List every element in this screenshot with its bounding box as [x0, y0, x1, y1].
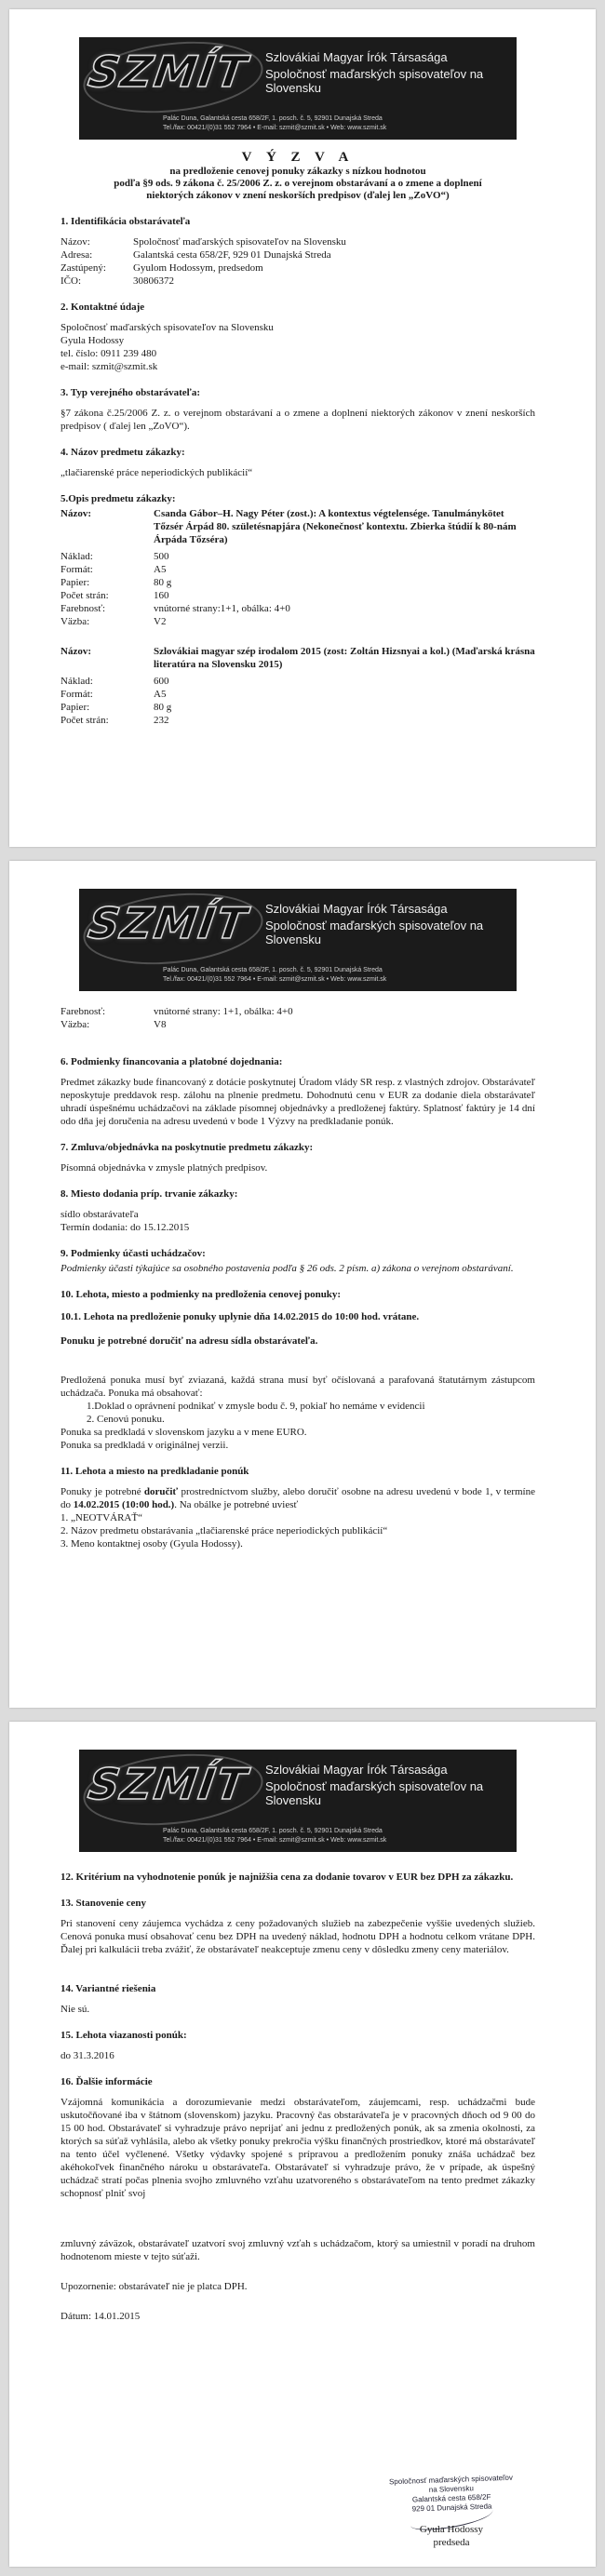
page-3-content [60, 1871, 535, 2323]
letterhead-banner [79, 37, 517, 140]
section-6-text: Predmet zákazky bude financovaný z dotácie poskytnutej Úradom vlády SR resp. z vlastných zdrojov. Obstarávateľ neposkytuje preddavok resp. zálohu na plnenie predmetu. Dohodnutú cenu v EUR za dodanie diela obstarávateľ uhradí úspešnému uchádzačovi na základe písomnej objednávky a predloženej faktúry. Splatnosť faktúry je 14 dní odo dňa jej doručenia na adresu uvedenú v bode 1 Výzvy na predkladanie ponúk. [60, 1077, 535, 1127]
row-value: 80 g [154, 577, 172, 588]
szmit-logo: SZMÍT [85, 1759, 251, 1809]
section-10-heading: 10. Lehota, miesto a podmienky na predloženia cenovej ponuky: [60, 1289, 342, 1300]
table-row [60, 576, 535, 589]
section-8-line: sídlo obstarávateľa [60, 1209, 139, 1220]
vat-note: Upozornenie: obstarávateľ nie je platca DPH. [60, 2281, 248, 2292]
book-1-title-row [60, 507, 535, 546]
contact-line: e-mail: szmit@szmit.sk [60, 361, 158, 372]
szmit-logo: SZMÍT [85, 47, 251, 97]
section-9-heading: 9. Podmienky účasti uchádzačov: [60, 1248, 206, 1259]
row-value: 30806372 [133, 275, 174, 287]
table-row [60, 714, 535, 727]
text-run: . Na obálke je potrebné uviesť [174, 1499, 299, 1510]
stamp-line: Spoločnosť maďarských spisovateľov [388, 2473, 514, 2487]
table-row [60, 675, 535, 688]
text-run: prostredníctvom služby, alebo doručiť osobne na adresu uvedenú v bode 1, v termíne do [60, 1486, 535, 1510]
row-value: V2 [154, 616, 167, 627]
document-subtitle [60, 166, 535, 202]
row-key: Počet strán: [60, 715, 109, 726]
section-3-text: §7 zákona č.25/2006 Z. z. o verejnom obstarávaní a o zmene a doplnení niektorých zákonov v znení neskorších predpisov ( ďalej len „ZoVO“). [60, 408, 535, 432]
row-value: V8 [154, 1019, 167, 1030]
row-key: Farebnosť: [60, 603, 106, 614]
section-10-2: Ponuku je potrebné doručiť na adresu sídla obstarávateľa. [60, 1335, 318, 1347]
book-2-specs [60, 675, 535, 727]
subtitle-line: podľa §9 ods. 9 zákona č. 25/2006 Z. z. o verejnom obstarávaní a o zmene a doplnení [114, 178, 482, 189]
section-11-list [60, 1511, 535, 1550]
text-run-bold: doručiť [143, 1486, 179, 1497]
table-row [60, 275, 535, 288]
section-16-heading: 16. Ďalšie informácie [60, 2076, 153, 2087]
row-value: A5 [154, 689, 167, 700]
row-key: Náklad: [60, 551, 93, 562]
row-key: Papier: [60, 577, 90, 588]
letterhead-contact: Tel./fax: 00421/(0)31 552 7964 • E-mail: szmit@szmit.sk • Web: www.szmit.sk [163, 976, 387, 983]
section-1-table [60, 235, 535, 288]
letterhead-address: Palác Duna, Galantská cesta 658/2F, 1. posch. č. 5, 92901 Dunajská Streda [163, 967, 383, 973]
row-key: Počet strán: [60, 590, 109, 601]
document-date: Dátum: 14.01.2015 [60, 2311, 141, 2322]
org-name-hu: Szlovákiai Magyar Írók Társasága [265, 50, 448, 64]
table-row [60, 688, 535, 701]
section-7-text: Písomná objednávka v zmysle platných predpisov. [60, 1162, 268, 1174]
document-page-3 [9, 1722, 596, 2567]
table-row [60, 589, 535, 602]
section-11-text [60, 1485, 535, 1511]
section-13-text: Pri stanovení ceny záujemca vychádza z ceny požadovaných služieb na zabezpečenie vyššie uvedených služieb. Cenová ponuka musí obsahovať cenu bez DPH na uvedený náklad, hodnotu DPH a hodnotu celkom vrátane DPH. Ďalej pri kalkulácii treba zvážiť, že obstarávateľ neakceptuje zmenu ceny v dôsledku zmeny ceny materiálov. [60, 1918, 535, 1955]
stamp-line: 929 01 Dunajská Streda [411, 2502, 492, 2514]
section-6-heading: 6. Podmienky financovania a platobné dojednania: [60, 1056, 283, 1067]
row-value: A5 [154, 564, 167, 575]
section-16-text: Vzájomná komunikácia a dorozumievanie medzi obstarávateľom, záujemcami, resp. uchádzačmi bude uskutočňované iba v štátnom (slovenskom) jazyku. Pracovný čas obstarávateľa je v pracovných dňoch od 9 00 do 15 00 hod. Obstarávateľ si vyhradzuje právo neprijať ani jednu z predložených ponúk, ak sa zmenia okolnosti, za ktorých sa súťaž vyhlásila, alebo ak všetky ponuky prekročia výšku finančných prostriedkov, ktoré má obstarávateľ na tento účel vyčlenené. Všetky výdavky spojené s prípravou a predložením ponuky znáša uchádzač bez akéhokoľvek finančného nároku u obstarávateľa. Obstarávateľ si vyhradzuje právo, že v prípade, ak úspešný uchádzač stratí počas plnenia svojho zmluvného vzťahu uzatvoreného s obstarávateľom na tento predmet zákazky schopnosť plniť svoj [60, 2097, 535, 2199]
row-value: vnútorné strany:1+1, obálka: 4+0 [154, 603, 290, 614]
section-7-heading: 7. Zmluva/objednávka na poskytnutie predmetu zákazky: [60, 1142, 314, 1153]
row-value: 500 [154, 551, 169, 562]
table-row [60, 1018, 535, 1031]
letterhead-address: Palác Duna, Galantská cesta 658/2F, 1. posch. č. 5, 92901 Dunajská Streda [163, 115, 383, 122]
book-1-title: Csanda Gábor–H. Nagy Péter (zost.): A kontextus végtelensége. Tanulmánykötet Tőzsér Árpád 80. születésnapjára (Nekonečnosť kontextu. Zbierka štúdií k 80-nám Árpáda Tőzséra) [154, 508, 517, 545]
stamp-line: na Slovensku [428, 2484, 474, 2494]
document-page-1 [9, 9, 596, 847]
list-item: 1.Doklad o oprávnení podnikať v zmysle bodu č. 9, pokiaľ ho nemáme v evidencii [87, 1401, 425, 1412]
section-15-text: do 31.3.2016 [60, 2050, 114, 2061]
row-value: 80 g [154, 702, 172, 713]
book-2-title: Szlovákiai magyar szép irodalom 2015 (zost: Zoltán Hizsnyai a kol.) (Maďarská krásna literatúra na Slovensku 2015) [154, 646, 535, 670]
signatory-role: predseda [433, 2537, 470, 2548]
list-item: 1. „NEOTVÁRAŤ“ [60, 1512, 142, 1523]
signatory-name: Gyula Hodossy [419, 2524, 484, 2535]
section-1-heading: 1. Identifikácia obstarávateľa [60, 216, 191, 227]
section-2-heading: 2. Kontaktné údaje [60, 302, 145, 313]
row-key: Papier: [60, 702, 90, 713]
list-item: 2. Cenovú ponuku. [87, 1414, 165, 1425]
row-value: 232 [154, 715, 169, 726]
contact-line: Gyula Hodossy [60, 335, 125, 346]
row-value: Galantská cesta 658/2F, 929 01 Dunajská Streda [133, 249, 331, 261]
document-title: V Ý Z V A [241, 150, 355, 165]
subtitle-line: niektorých zákonov v znení neskorších predpisov (ďalej len „ZoVO“) [146, 190, 450, 201]
szmit-logo: SZMÍT [85, 898, 251, 948]
section-8-line: Termín dodania: do 15.12.2015 [60, 1222, 190, 1233]
row-key: Náklad: [60, 676, 93, 687]
section-9-text: Podmienky účasti týkajúce sa osobného postavenia podľa § 26 ods. 2 písm. a) zákona o verejnom obstarávaní. [60, 1263, 514, 1274]
section-10-note: Ponuka sa predkladá v slovenskom jazyku a v mene EURO. [60, 1427, 307, 1438]
document-page-2 [9, 861, 596, 1708]
row-key: Adresa: [60, 249, 93, 261]
section-10-list [60, 1400, 535, 1426]
section-13-heading: 13. Stanovenie ceny [60, 1898, 146, 1909]
page-1-content [60, 151, 535, 727]
section-16-text-cont: zmluvný záväzok, obstarávateľ uzatvorí svoj zmluvný vzťah s uchádzačom, ktorý sa umiestnil v poradí na druhom hodnotenom mieste v tejto súťaži. [60, 2238, 535, 2262]
letterhead-banner [79, 1750, 517, 1852]
page-2-content [60, 1005, 535, 1550]
section-12-heading: 12. Kritérium na vyhodnotenie ponúk je najnižšia cena za dodanie tovarov v EUR bez DPH za zákazku. [60, 1872, 514, 1883]
table-row [60, 248, 535, 262]
letterhead-banner [79, 889, 517, 991]
org-name-sk: Spoločnosť maďarských spisovateľov na Slovensku [265, 1779, 484, 1807]
deadline-date: 14.02.2015 (10:00 hod.) [73, 1499, 175, 1510]
letterhead-contact: Tel./fax: 00421/(0)31 552 7964 • E-mail: szmit@szmit.sk • Web: www.szmit.sk [163, 125, 387, 131]
row-key: Názov: [60, 508, 91, 519]
section-10-note: Ponuka sa predkladá v originálnej verzii. [60, 1440, 229, 1451]
list-item: 2. Názov predmetu obstarávania „tlačiarenské práce neperiodických publikácií“ [60, 1525, 388, 1536]
text-run: Ponuky je potrebné [60, 1486, 141, 1497]
org-name-hu: Szlovákiai Magyar Írók Társasága [265, 1763, 448, 1777]
row-key: Formát: [60, 564, 93, 575]
table-row [60, 1005, 535, 1018]
row-value: 600 [154, 676, 169, 687]
list-item: 3. Meno kontaktnej osoby (Gyula Hodossy). [60, 1538, 243, 1550]
section-2-contacts [60, 321, 535, 373]
row-key: Väzba: [60, 1019, 90, 1030]
table-row [60, 262, 535, 275]
section-10-1: 10.1. Lehota na predloženie ponuky uplynie dňa 14.02.2015 do 10:00 hod. vrátane. [60, 1311, 420, 1322]
org-name-hu: Szlovákiai Magyar Írók Társasága [265, 902, 448, 916]
section-11-heading: 11. Lehota a miesto na predkladanie ponúk [60, 1466, 249, 1477]
book-1-specs [60, 550, 535, 628]
row-value: vnútorné strany: 1+1, obálka: 4+0 [154, 1006, 293, 1017]
row-key: Formát: [60, 689, 93, 700]
section-5-heading: 5.Opis predmetu zákazky: [60, 493, 176, 504]
row-key: Názov: [60, 646, 91, 657]
letterhead-address: Palác Duna, Galantská cesta 658/2F, 1. posch. č. 5, 92901 Dunajská Streda [163, 1828, 383, 1834]
section-10-text: Predložená ponuka musí byť zviazaná, každá strana musí byť očíslovaná a parafovaná štatutárnym zástupcom uchádzača. Ponuka má obsahovať: [60, 1375, 535, 1399]
table-row [60, 563, 535, 576]
row-key: Zastúpený: [60, 262, 106, 274]
row-value: 160 [154, 590, 169, 601]
section-15-heading: 15. Lehota viazanosti ponúk: [60, 2030, 187, 2041]
row-key: Názov: [60, 236, 90, 248]
org-name-sk: Spoločnosť maďarských spisovateľov na Slovensku [265, 67, 484, 95]
stamp-line: Galantská cesta 658/2F [411, 2492, 491, 2504]
contact-line: Spoločnosť maďarských spisovateľov na Slovensku [60, 322, 274, 333]
table-row [60, 602, 535, 615]
subtitle-line: na predloženie cenovej ponuky zákazky s nízkou hodnotou [169, 166, 426, 177]
row-value: Gyulom Hodossym, predsedom [133, 262, 263, 274]
book-2-title-row [60, 645, 535, 671]
section-3-heading: 3. Typ verejného obstarávateľa: [60, 387, 200, 398]
table-row [60, 615, 535, 628]
section-14-heading: 14. Variantné riešenia [60, 1983, 156, 1994]
table-row [60, 550, 535, 563]
row-key: IČO: [60, 275, 81, 287]
section-14-text: Nie sú. [60, 2004, 90, 2015]
table-row [60, 235, 535, 248]
contact-line: tel. číslo: 0911 239 480 [60, 348, 157, 359]
section-4-heading: 4. Názov predmetu zákazky: [60, 447, 185, 458]
section-8-heading: 8. Miesto dodania príp. trvanie zákazky: [60, 1188, 238, 1200]
row-key: Farebnosť: [60, 1006, 106, 1017]
section-4-text: „tlačiarenské práce neperiodických publikácií“ [60, 467, 253, 478]
table-row [60, 701, 535, 714]
letterhead-contact: Tel./fax: 00421/(0)31 552 7964 • E-mail: szmit@szmit.sk • Web: www.szmit.sk [163, 1837, 387, 1844]
row-value: Spoločnosť maďarských spisovateľov na Slovensku [133, 236, 346, 248]
org-name-sk: Spoločnosť maďarských spisovateľov na Slovensku [265, 919, 484, 946]
row-key: Väzba: [60, 616, 90, 627]
